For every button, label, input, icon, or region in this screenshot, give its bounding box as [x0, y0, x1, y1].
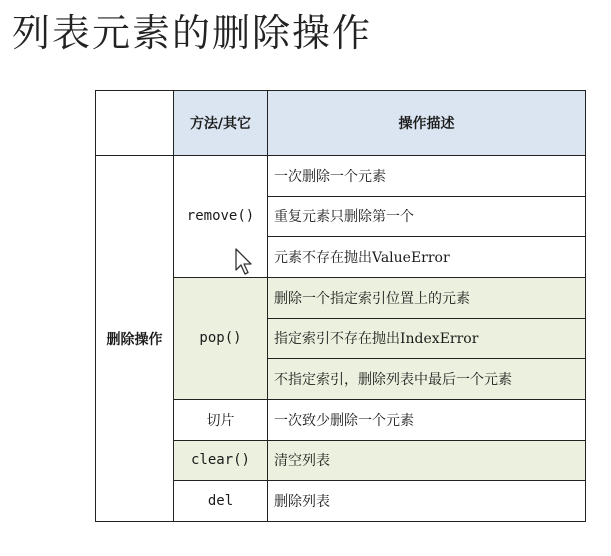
description-cell: 指定索引不存在抛出IndexError	[268, 318, 586, 359]
method-pop: pop()	[174, 277, 268, 399]
delete-operations-table	[95, 90, 586, 522]
description-cell: 不指定索引，删除列表中最后一个元素	[268, 359, 586, 400]
table-row	[96, 156, 586, 197]
description-cell: 元素不存在抛出ValueError	[268, 237, 586, 278]
method-remove: remove()	[174, 156, 268, 278]
description-cell: 清空列表	[268, 440, 586, 481]
table-header-row	[96, 91, 586, 156]
header-category	[96, 91, 174, 156]
mouse-pointer-icon	[234, 248, 254, 276]
header-description: 操作描述	[268, 91, 586, 156]
description-cell: 一次删除一个元素	[268, 156, 586, 197]
description-cell: 删除列表	[268, 481, 586, 522]
description-cell: 重复元素只删除第一个	[268, 196, 586, 237]
method-clear: clear()	[174, 440, 268, 481]
category-cell: 删除操作	[96, 156, 174, 522]
description-cell: 删除一个指定索引位置上的元素	[268, 277, 586, 318]
method-slice: 切片	[174, 399, 268, 440]
header-method: 方法/其它	[174, 91, 268, 156]
method-del: del	[174, 481, 268, 522]
description-cell: 一次致少删除一个元素	[268, 399, 586, 440]
page-title: 列表元素的删除操作	[12, 11, 373, 55]
